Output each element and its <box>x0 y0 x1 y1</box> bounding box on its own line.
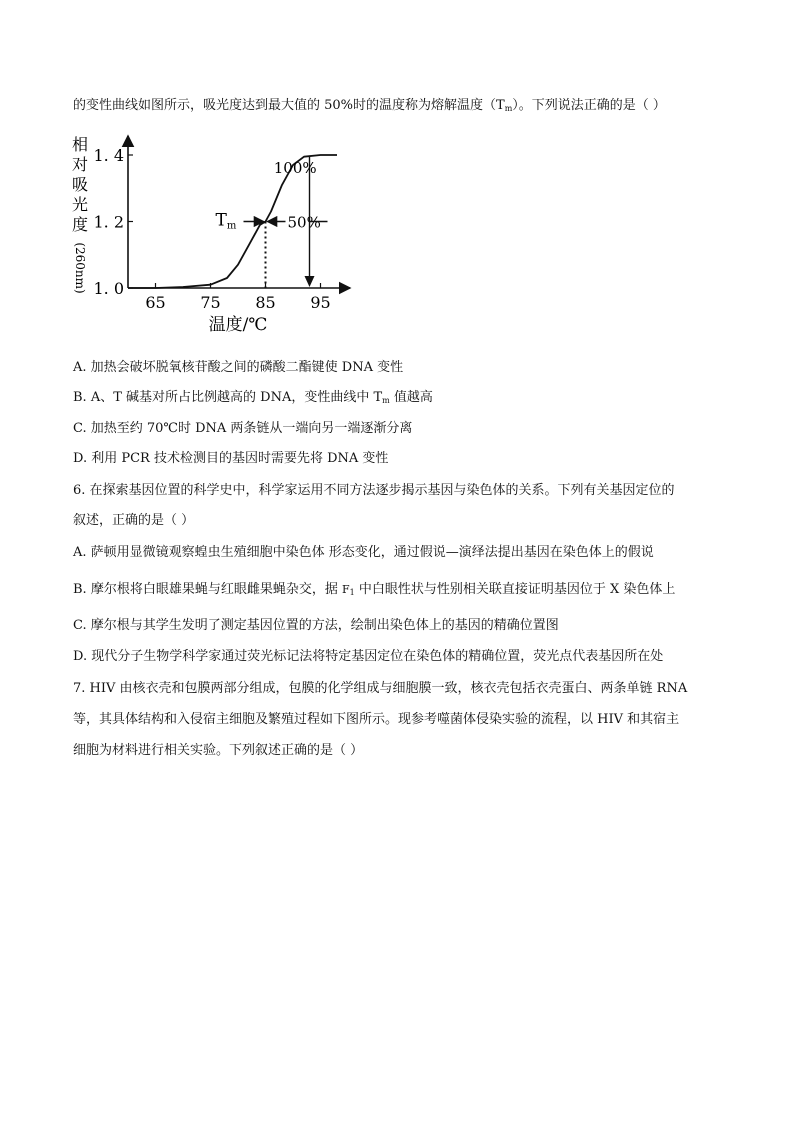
q5-option-a-text: A. 加热会破坏脱氧核苷酸之间的磷酸二酯键使 DNA 变性 <box>73 360 404 375</box>
x-tick-label: 95 <box>310 293 331 312</box>
q6-option-b[interactable] <box>73 582 675 598</box>
tm-label-sub: m <box>226 220 237 232</box>
chart-axes <box>128 136 350 288</box>
q5-option-d-text: D. 利用 PCR 技术检测目的基因时需要先将 DNA 变性 <box>73 451 389 466</box>
x-tick-label: 65 <box>145 293 166 312</box>
y-tick-label: 1. 0 <box>93 279 124 298</box>
y-label-char: 对 <box>71 155 89 174</box>
q6-stem-line2: 叙述，正确的是（ ） <box>73 513 195 528</box>
q5-option-b-pre: B. A、T 碱基对所占比例越高的 DNA，变性曲线中 T <box>73 390 383 405</box>
x-tick-label: 75 <box>200 293 221 312</box>
y-label-char: 相 <box>71 135 89 154</box>
q5-option-c[interactable] <box>73 421 412 437</box>
stem-part1: 的变性曲线如图所示，吸光度达到最大值的 50%时的温度称为熔解温度（T <box>73 98 505 113</box>
pct50-label: 50% <box>287 213 321 232</box>
q7-stem-line1: 7. HIV 由核衣壳和包膜两部分组成，包膜的化学组成与细胞膜一致，核衣壳包括衣壳蛋白、两条单链 RNA <box>73 681 688 696</box>
y-label-unit: (260nm) <box>73 242 87 294</box>
q6-option-c[interactable]: C. 摩尔根与其学生发明了测定基因位置的方法，绘制出染色体上的基因的精确位置图 <box>73 618 559 633</box>
q6-option-b-post: 中白眼性状与性别相关联直接证明基因位于 X 染色体上 <box>354 582 676 597</box>
q7-stem-line3: 细胞为材料进行相关实验。下列叙述正确的是（ ） <box>73 743 364 758</box>
q7-stem-line2: 等，其具体结构和入侵宿主细胞及繁殖过程如下图所示。现参考噬菌体侵染实验的流程，以 HIV 和其宿主 <box>73 712 680 727</box>
f1-symbol: $F_1$ <box>341 583 355 597</box>
q6-option-d[interactable]: D. 现代分子生物学科学家通过荧光标记法将特定基因定位在染色体的精确位置，荧光点代表基因所在处 <box>73 649 664 664</box>
y-label-char: 度 <box>71 215 89 234</box>
dna-denaturation-chart <box>60 128 360 338</box>
q6-option-a[interactable]: A. 萨顿用显微镜观察蝗虫生殖细胞中染色体 形态变化，通过假说—演绎法提出基因在染色体上的假说 <box>73 545 654 560</box>
q5-option-d[interactable] <box>73 451 388 467</box>
y-axis-label <box>72 135 88 294</box>
x-tick-label: 85 <box>255 293 276 312</box>
y-label-char: 吸 <box>71 175 89 194</box>
q6-stem-line1: 6. 在探索基因位置的科学史中，科学家运用不同方法逐步揭示基因与染色体的关系。下列有关基因定位的 <box>73 483 675 498</box>
y-tick-label: 1. 4 <box>93 146 124 165</box>
chart-annotations <box>216 156 328 288</box>
pct100-label: 100% <box>273 159 317 177</box>
x-axis-label: 温度/℃ <box>208 315 268 335</box>
q5-option-b-sub: m <box>382 396 390 405</box>
tm-label: Tm <box>215 210 237 232</box>
q5-option-b-post: 值越高 <box>389 390 433 405</box>
question-5-stem <box>73 98 666 117</box>
y-tick-label: 1. 2 <box>93 212 124 232</box>
q6-option-b-pre: B. 摩尔根将白眼雄果蝇与红眼雌果蝇杂交，据 <box>73 582 342 597</box>
tm-subscript: m <box>504 104 513 113</box>
q5-option-a[interactable] <box>73 360 403 376</box>
y-label-char: 光 <box>71 195 89 214</box>
stem-part2: ）。下列说法正确的是（ ） <box>512 98 666 113</box>
q5-option-b[interactable] <box>73 390 433 409</box>
pct100-arrowhead <box>305 276 315 287</box>
q5-option-c-text: C. 加热至约 70℃时 DNA 两条链从一端向另一端逐渐分离 <box>73 421 413 436</box>
